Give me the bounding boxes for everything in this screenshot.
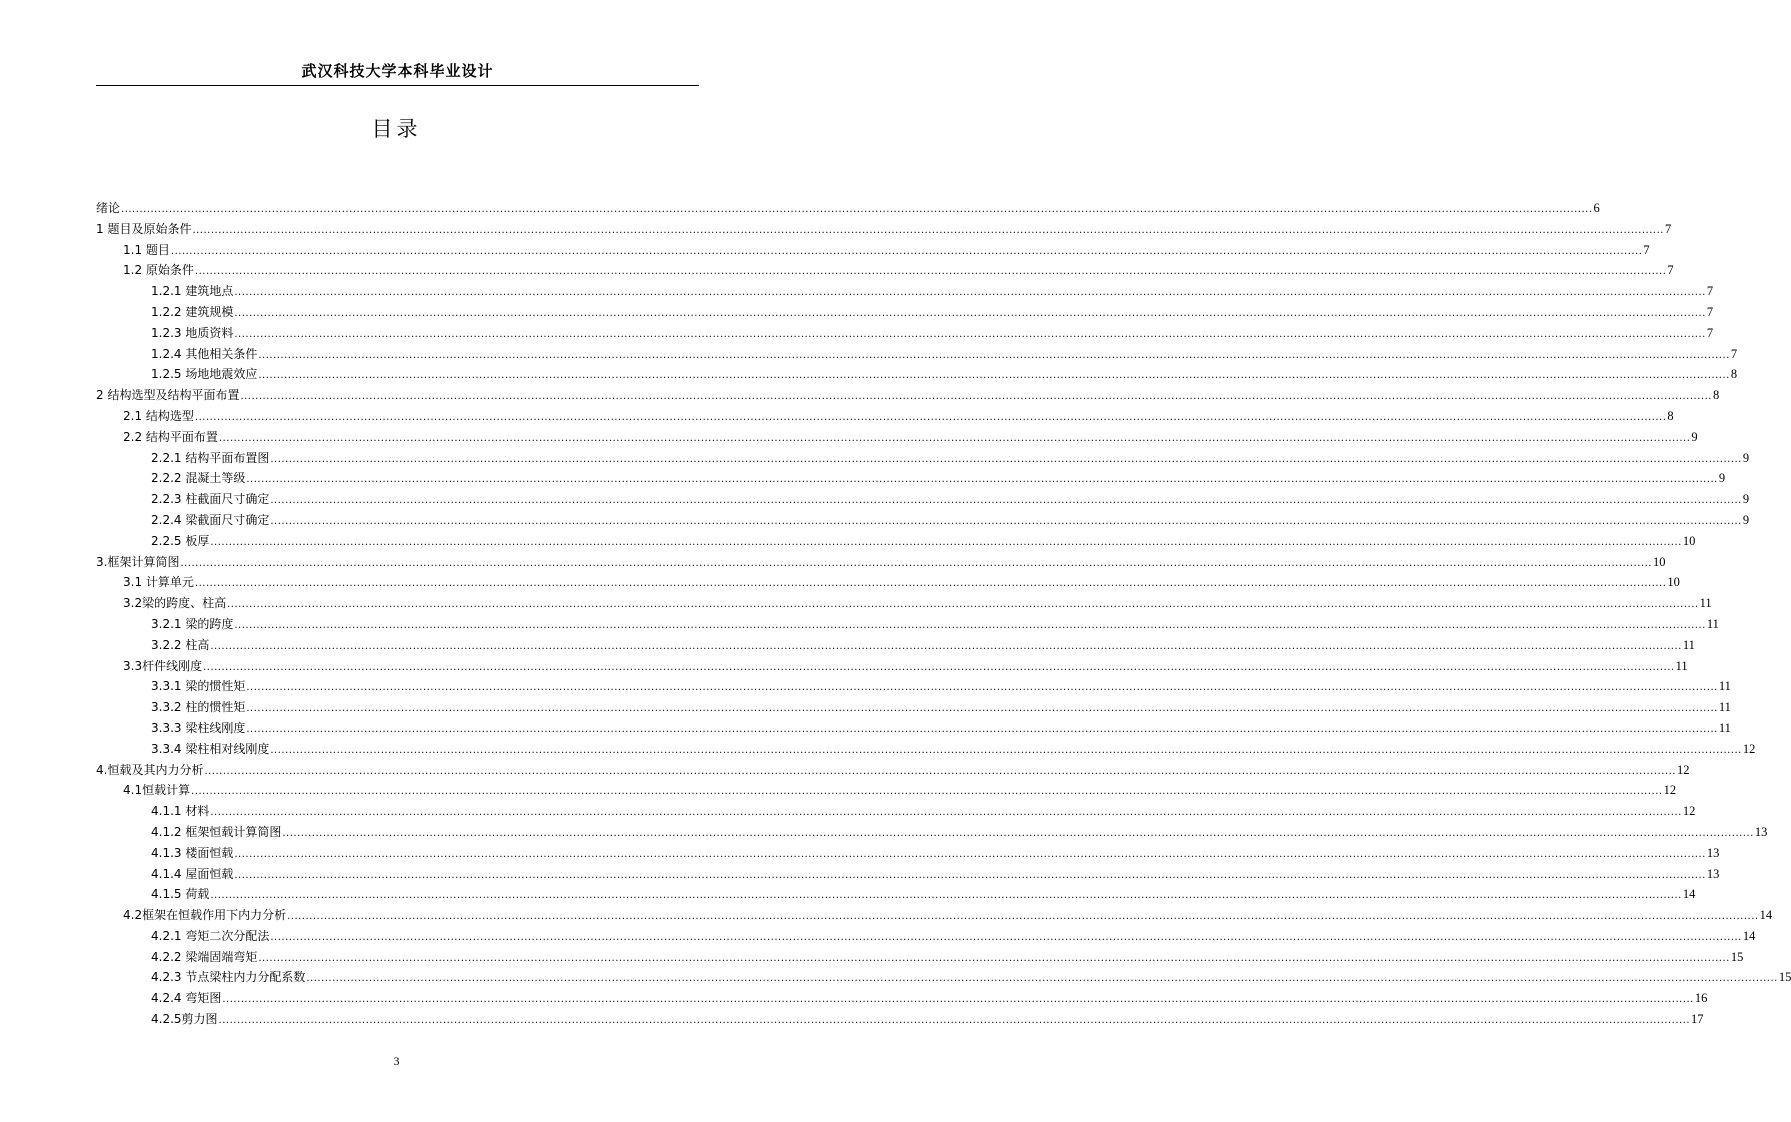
toc-leader-dots: ................................................................................................................................................................................................................................................................................................................................................................................................................ (306, 973, 1778, 985)
toc-entry-page: 15 (1778, 970, 1791, 985)
toc-entry-text: 4.1.4 屋面恒载 (151, 866, 234, 881)
toc-entry-text: 2.2.3 柱截面尺寸确定 (151, 492, 270, 507)
page-number: 3 (393, 1054, 400, 1068)
toc-entry-page: 14 (1682, 887, 1696, 902)
toc-leader-dots: ................................................................................................................................................................................................................................................................................................................................................................................................................ (180, 557, 1652, 569)
toc-entry[interactable] (96, 323, 1714, 344)
toc-entry[interactable] (96, 926, 1756, 947)
toc-entry-text: 4.2.2 梁端固端弯矩 (151, 949, 258, 964)
toc-entry-page: 14 (1742, 928, 1756, 943)
toc-entry[interactable] (96, 302, 1714, 323)
toc-leader-dots: ................................................................................................................................................................................................................................................................................................................................................................................................................ (204, 765, 1676, 777)
toc-entry[interactable] (96, 406, 1674, 427)
toc-leader-dots: ................................................................................................................................................................................................................................................................................................................................................................................................................ (234, 307, 1706, 319)
toc-entry[interactable] (96, 947, 1744, 968)
toc-entry[interactable] (96, 344, 1738, 365)
toc-entry-text: 3.3.4 梁柱相对线刚度 (151, 741, 270, 756)
toc-entry[interactable] (96, 780, 1677, 801)
toc-leader-dots: ................................................................................................................................................................................................................................................................................................................................................................................................................ (282, 827, 1754, 839)
toc-entry-page: 11 (1675, 658, 1688, 673)
toc-entry-text: 3.3.2 柱的惯性矩 (151, 700, 246, 715)
toc-entry-page: 12 (1663, 783, 1677, 798)
toc-entry[interactable] (96, 843, 1720, 864)
toc-entry-page: 8 (1730, 367, 1738, 382)
toc-entry[interactable] (96, 718, 1731, 739)
toc-entry-text: 3.2.1 梁的跨度 (151, 616, 234, 631)
toc-entry-text: 1.2.3 地质资料 (151, 325, 234, 340)
toc-entry-text: 4.1.3 楼面恒载 (151, 845, 234, 860)
toc-entry[interactable] (96, 510, 1750, 531)
toc-entry-text: 绪论 (96, 201, 121, 215)
toc-entry-page: 8 (1712, 388, 1720, 403)
toc-entry-page: 7 (1664, 221, 1672, 236)
toc-leader-dots: ................................................................................................................................................................................................................................................................................................................................................................................................................ (194, 578, 1667, 590)
toc-entry-text: 3.2.2 柱高 (151, 637, 210, 652)
toc-entry[interactable] (96, 260, 1674, 281)
toc-entry-text: 3.框架计算简图 (96, 554, 180, 569)
toc-entry-text: 2 结构选型及结构平面布置 (96, 388, 240, 403)
toc-entry-text: 4.2.4 弯矩图 (151, 991, 222, 1006)
toc-entry-page: 11 (1718, 720, 1731, 735)
toc-entry[interactable] (96, 427, 1698, 448)
toc-leader-dots: ................................................................................................................................................................................................................................................................................................................................................................................................................ (270, 744, 1742, 756)
toc-leader-dots: ................................................................................................................................................................................................................................................................................................................................................................................................................ (270, 931, 1742, 943)
toc-entry-page: 11 (1682, 637, 1695, 652)
toc-leader-dots: ................................................................................................................................................................................................................................................................................................................................................................................................................ (218, 432, 1691, 444)
toc-entry-page: 11 (1706, 616, 1719, 631)
toc-entry-page: 10 (1652, 554, 1666, 569)
toc-leader-dots: ................................................................................................................................................................................................................................................................................................................................................................................................................ (270, 495, 1742, 507)
toc-entry[interactable] (96, 468, 1726, 489)
toc-entry[interactable] (96, 552, 1666, 573)
toc-entry[interactable] (96, 697, 1731, 718)
toc-entry-page: 9 (1742, 512, 1750, 527)
toc-leader-dots: ................................................................................................................................................................................................................................................................................................................................................................................................................ (246, 703, 1718, 715)
toc-leader-dots: ................................................................................................................................................................................................................................................................................................................................................................................................................ (246, 682, 1718, 694)
toc-entry-text: 1.2 原始条件 (123, 263, 194, 278)
toc-entry-page: 16 (1694, 991, 1708, 1006)
toc-leader-dots: ................................................................................................................................................................................................................................................................................................................................................................................................................ (234, 869, 1706, 881)
toc-entry-text: 4.1.5 荷载 (151, 887, 210, 902)
toc-entry-page: 9 (1742, 492, 1750, 507)
toc-entry[interactable] (96, 531, 1696, 552)
toc-entry[interactable] (96, 364, 1738, 385)
toc-entry-page: 12 (1676, 762, 1690, 777)
toc-entry-page: 11 (1699, 596, 1712, 611)
toc-entry-text: 1.2.2 建筑规模 (151, 304, 234, 319)
toc-entry-text: 4.2.1 弯矩二次分配法 (151, 928, 270, 943)
toc-entry-text: 1.2.1 建筑地点 (151, 284, 234, 299)
toc-entry-text: 1.1 题目 (123, 242, 170, 257)
toc-leader-dots: ................................................................................................................................................................................................................................................................................................................................................................................................................ (121, 204, 1593, 215)
toc-entry-page: 7 (1706, 325, 1714, 340)
toc-entry-page: 12 (1682, 804, 1696, 819)
toc-entry-page: 14 (1759, 908, 1773, 923)
toc-entry-text: 2.2.5 板厚 (151, 533, 210, 548)
toc-entry[interactable] (96, 739, 1756, 760)
toc-entry[interactable] (96, 864, 1720, 885)
toc-entry[interactable] (96, 198, 1600, 219)
toc-leader-dots: ................................................................................................................................................................................................................................................................................................................................................................................................................ (222, 994, 1694, 1006)
toc-leader-dots: ................................................................................................................................................................................................................................................................................................................................................................................................................ (191, 786, 1663, 798)
toc-entry[interactable] (96, 1009, 1704, 1030)
header-divider (96, 85, 699, 86)
toc-entry[interactable] (96, 593, 1712, 614)
toc-leader-dots: ................................................................................................................................................................................................................................................................................................................................................................................................................ (258, 349, 1730, 361)
toc-entry[interactable] (96, 489, 1750, 510)
toc-leader-dots: ................................................................................................................................................................................................................................................................................................................................................................................................................ (203, 661, 1675, 673)
toc-entry[interactable] (96, 385, 1720, 406)
toc-leader-dots: ................................................................................................................................................................................................................................................................................................................................................................................................................ (258, 952, 1730, 964)
toc-entry[interactable] (96, 801, 1696, 822)
toc-entry[interactable] (96, 635, 1695, 656)
toc-leader-dots: ................................................................................................................................................................................................................................................................................................................................................................................................................ (194, 266, 1667, 278)
toc-entry[interactable] (96, 905, 1773, 926)
toc-entry-page: 11 (1718, 679, 1731, 694)
toc-entry-text: 3.3.3 梁柱线刚度 (151, 720, 246, 735)
toc-entry-page: 7 (1643, 242, 1650, 257)
toc-entry-page: 9 (1691, 429, 1698, 444)
page-header-title: 武汉科技大学本科毕业设计 (301, 62, 494, 80)
toc-entry[interactable] (96, 448, 1750, 469)
toc-entry[interactable] (96, 219, 1672, 240)
toc-entry-page: 8 (1667, 408, 1674, 423)
toc-entry-text: 1 题目及原始条件 (96, 221, 192, 236)
toc-leader-dots: ................................................................................................................................................................................................................................................................................................................................................................................................................ (210, 890, 1682, 902)
toc-leader-dots: ................................................................................................................................................................................................................................................................................................................................................................................................................ (246, 474, 1718, 486)
toc-leader-dots: ................................................................................................................................................................................................................................................................................................................................................................................................................ (240, 391, 1712, 403)
toc-entry-text: 4.2.3 节点梁柱内力分配系数 (151, 970, 306, 985)
toc-entry[interactable] (96, 760, 1690, 781)
toc-entry-page: 10 (1682, 533, 1696, 548)
toc-entry-text: 4.2框架在恒载作用下内力分析 (123, 908, 287, 923)
toc-entry-page: 12 (1742, 741, 1756, 756)
toc-entry-text: 3.1 计算单元 (123, 575, 194, 590)
toc-entry-page: 9 (1742, 450, 1750, 465)
toc-title: 目录 (371, 117, 422, 141)
toc-entry-text: 4.2.5剪力图 (151, 1012, 218, 1027)
toc-entry[interactable] (96, 967, 1791, 988)
toc-entry[interactable] (96, 822, 1768, 843)
toc-entry-text: 2.1 结构选型 (123, 408, 194, 423)
toc-entry[interactable] (96, 676, 1731, 697)
toc-leader-dots: ................................................................................................................................................................................................................................................................................................................................................................................................................ (210, 640, 1682, 652)
toc-entry-page: 7 (1667, 263, 1674, 278)
toc-entry-page: 6 (1593, 201, 1600, 215)
toc-entry[interactable] (96, 884, 1696, 905)
toc-leader-dots: ................................................................................................................................................................................................................................................................................................................................................................................................................ (218, 1015, 1691, 1027)
toc-entry-page: 9 (1718, 471, 1726, 486)
toc-entry[interactable] (96, 614, 1719, 635)
toc-entry[interactable] (96, 656, 1688, 677)
toc-leader-dots: ................................................................................................................................................................................................................................................................................................................................................................................................................ (234, 328, 1706, 340)
toc-entry-page: 7 (1706, 304, 1714, 319)
toc-entry-text: 4.恒载及其内力分析 (96, 762, 204, 777)
toc-entry-text: 4.1恒载计算 (123, 783, 191, 798)
toc-entry-page: 10 (1667, 575, 1680, 590)
toc-entry-text: 4.1.2 框架恒载计算简图 (151, 824, 282, 839)
toc-entry-page: 7 (1730, 346, 1738, 361)
toc-leader-dots: ................................................................................................................................................................................................................................................................................................................................................................................................................ (287, 911, 1759, 923)
toc-leader-dots: ................................................................................................................................................................................................................................................................................................................................................................................................................ (270, 515, 1742, 527)
toc-entry-page: 13 (1706, 845, 1720, 860)
toc-leader-dots: ................................................................................................................................................................................................................................................................................................................................................................................................................ (210, 807, 1682, 819)
toc-entry-text: 3.2梁的跨度、柱高 (123, 596, 227, 611)
toc-leader-dots: ................................................................................................................................................................................................................................................................................................................................................................................................................ (194, 411, 1667, 423)
toc-entry[interactable] (96, 988, 1708, 1009)
toc-entry[interactable] (96, 240, 1650, 261)
toc-entry-text: 4.1.1 材料 (151, 804, 210, 819)
toc-entry-text: 1.2.5 场地地震效应 (151, 367, 258, 382)
toc-leader-dots: ................................................................................................................................................................................................................................................................................................................................................................................................................ (192, 224, 1664, 236)
toc-entry-text: 2.2 结构平面布置 (123, 429, 218, 444)
toc-leader-dots: ................................................................................................................................................................................................................................................................................................................................................................................................................ (234, 848, 1706, 860)
toc-entry-page: 7 (1706, 284, 1714, 299)
toc-entry-text: 2.2.2 混凝土等级 (151, 471, 246, 486)
table-of-contents (96, 198, 1791, 1030)
toc-entry-text: 3.3杆件线刚度 (123, 658, 203, 673)
toc-leader-dots: ................................................................................................................................................................................................................................................................................................................................................................................................................ (246, 723, 1718, 735)
toc-entry-text: 2.2.1 结构平面布置图 (151, 450, 270, 465)
toc-leader-dots: ................................................................................................................................................................................................................................................................................................................................................................................................................ (234, 287, 1706, 299)
toc-entry-text: 2.2.4 梁截面尺寸确定 (151, 512, 270, 527)
toc-entry[interactable] (96, 572, 1680, 593)
toc-entry-page: 13 (1754, 824, 1768, 839)
toc-entry-page: 13 (1706, 866, 1720, 881)
toc-leader-dots: ................................................................................................................................................................................................................................................................................................................................................................................................................ (210, 536, 1682, 548)
toc-leader-dots: ................................................................................................................................................................................................................................................................................................................................................................................................................ (258, 370, 1730, 382)
toc-entry-text: 1.2.4 其他相关条件 (151, 346, 258, 361)
toc-leader-dots: ................................................................................................................................................................................................................................................................................................................................................................................................................ (227, 599, 1699, 611)
toc-leader-dots: ................................................................................................................................................................................................................................................................................................................................................................................................................ (170, 245, 1643, 257)
toc-entry-page: 17 (1691, 1012, 1704, 1027)
toc-leader-dots: ................................................................................................................................................................................................................................................................................................................................................................................................................ (270, 453, 1742, 465)
toc-entry-page: 11 (1718, 700, 1731, 715)
toc-entry[interactable] (96, 281, 1714, 302)
toc-leader-dots: ................................................................................................................................................................................................................................................................................................................................................................................................................ (234, 619, 1706, 631)
toc-entry-text: 3.3.1 梁的惯性矩 (151, 679, 246, 694)
toc-entry-page: 15 (1730, 949, 1744, 964)
